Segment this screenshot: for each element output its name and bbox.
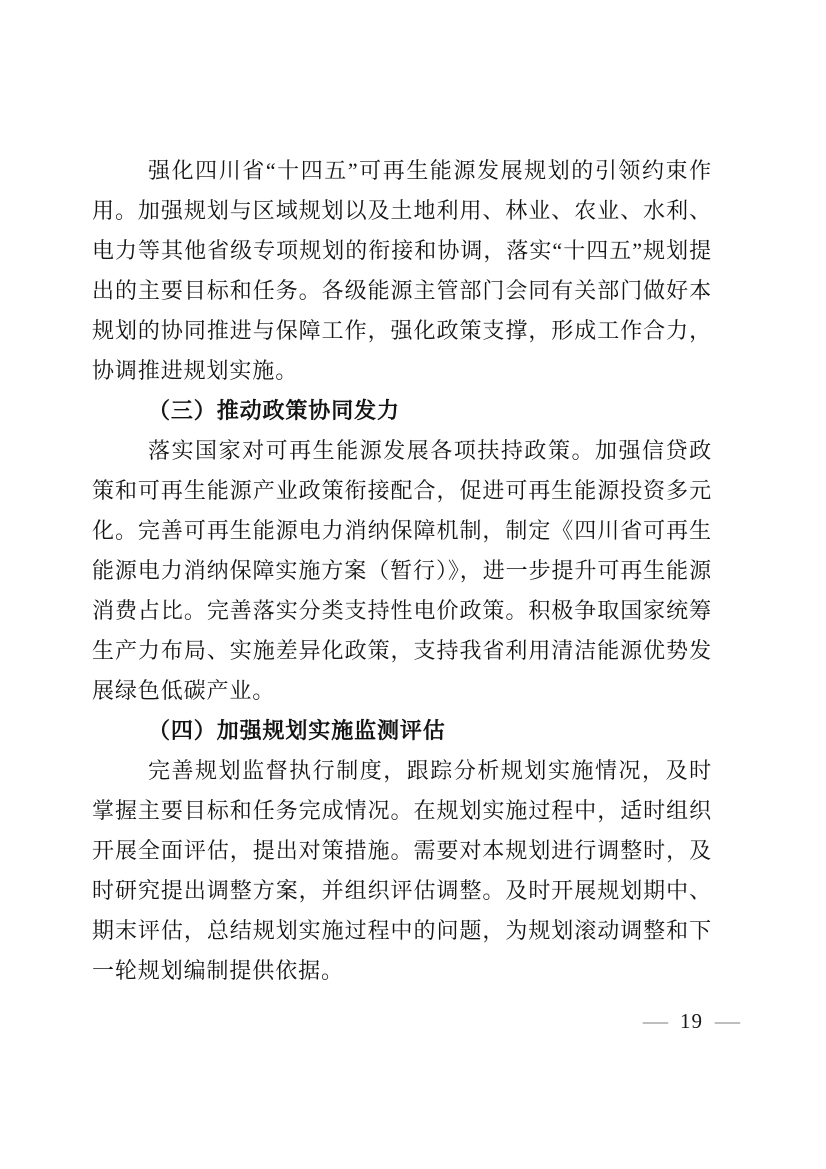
section-heading-3: （三）推动政策协同发力 xyxy=(148,398,400,423)
page-number-dash-left: — xyxy=(642,1009,669,1033)
page-number-dash-right: — xyxy=(714,1009,741,1033)
paragraph-policy-synergy: 落实国家对可再生能源发展各项扶持政策。加强信贷政策和可再生能源产业政策衔接配合，促进可再生能源投资多元化。完善可再生能源电力消纳保障机制，制定《四川省可再生能源电力消纳保障实施方案（暂行）》，进一步提升可再生能源消费占比。完善落实分类支持性电价政策。积极争取国家统筹生产力布局、实施差异化政策，支持我省利用清洁能源优势发展绿色低碳产业。 xyxy=(92,438,712,703)
paragraph-monitoring-evaluation: 完善规划监督执行制度，跟踪分析规划实施情况，及时掌握主要目标和任务完成情况。在规划实施过程中，适时组织开展全面评估，提出对策措施。需要对本规划进行调整时，及时研究提出调整方案，并组织评估调整。及时开展规划期中、期末评估，总结规划实施过程中的问题，为规划滚动调整和下一轮规划编制提供依据。 xyxy=(92,758,712,983)
document-body xyxy=(92,151,712,991)
page-number-value: 19 xyxy=(680,1009,703,1033)
paragraph-plan-guidance: 强化四川省“十四五”可再生能源发展规划的引领约束作用。加强规划与区域规划以及土地利用、林业、农业、水利、电力等其他省级专项规划的衔接和协调，落实“十四五”规划提出的主要目标和任务。各级能源主管部门会同有关部门做好本规划的协同推进与保障工作，强化政策支撑，形成工作合力，协调推进规划实施。 xyxy=(92,158,712,383)
page-number xyxy=(642,1007,741,1035)
section-heading-4: （四）加强规划实施监测评估 xyxy=(148,718,446,743)
